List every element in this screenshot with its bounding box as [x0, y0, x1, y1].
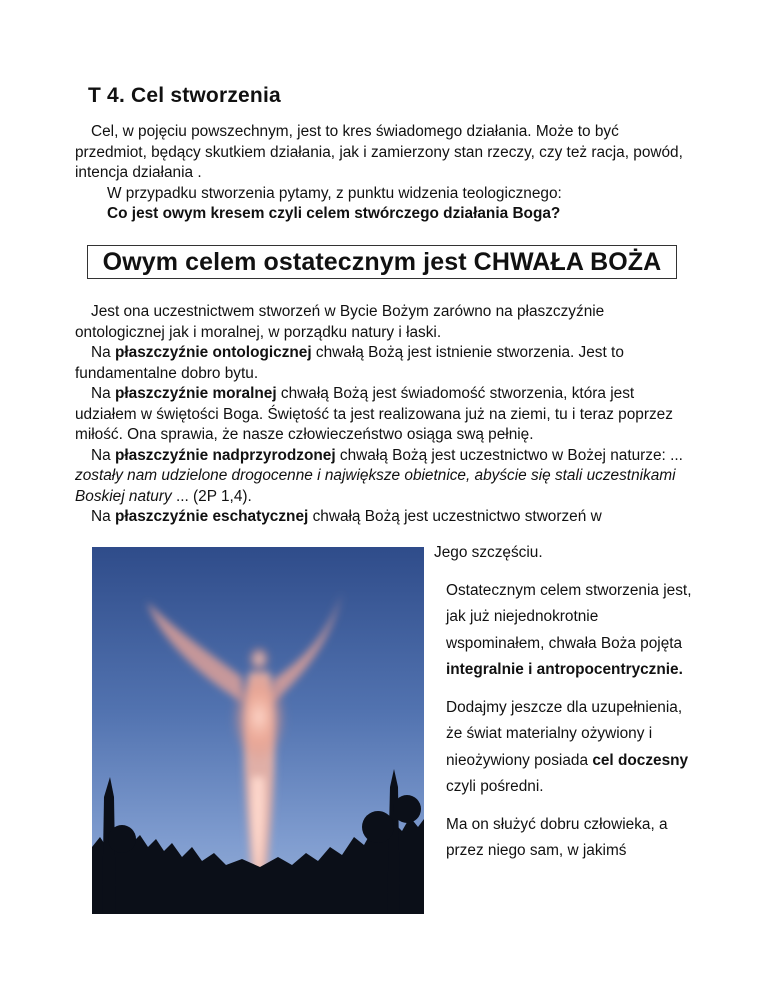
moral-term: płaszczyźnie moralnej [114, 385, 277, 402]
page-title: T 4. Cel stworzenia [88, 84, 281, 107]
side-paragraph-2: Dodajmy jeszcze dla uzupełnienia, że świat materialny ożywiony i nieożywiony posiada cel doczesny czyli pośredni. [446, 698, 689, 795]
sidebar-text [434, 540, 696, 865]
ontological-term: płaszczyźnie ontologicznej [114, 344, 312, 361]
sky-angel-cloud-photo [92, 547, 424, 914]
integral-term: integralnie i antropocentrycznie. [446, 661, 683, 678]
supernatural-term: płaszczyźnie nadprzyrodzonej [114, 446, 336, 464]
scripture-quote: zostały nam udzielone drogocenne i największe obietnice, abyście się stali uczestnikami Boskiej natury [75, 467, 676, 505]
body-section [75, 302, 685, 528]
temporal-goal-term: cel doczesny [592, 751, 689, 769]
side-paragraph-1: Ostatecznym celem stworzenia jest, jak już niejednokrotnie wspominałem, chwała Boża pojęta integralnie i antropocentrycznie. [446, 581, 692, 678]
eschatic-term: płaszczyźnie eschatycznej [114, 508, 309, 525]
body-paragraph-eschatic: Na płaszczyźnie eschatycznej chwałą Bożą jest uczestnictwo stworzeń w [91, 508, 602, 525]
intro-question: Co jest owym kresem czyli celem stwórczego działania Boga? [107, 205, 561, 222]
body-paragraph-ontological: Na płaszczyźnie ontologicznej chwałą Bożą jest istnienie stworzenia. Jest to fundamentalne dobro bytu. [75, 344, 624, 382]
body-paragraph-moral: Na płaszczyźnie moralnej chwałą Bożą jest świadomość stworzenia, która jest udziałem w świętości Boga. Świętość ta jest realizowana już na ziemi, tu i teraz poprzez miłość. Ona sprawia, że nasze człowieczeństwo osiąga swą pełnię. [75, 385, 673, 443]
body-paragraph-1: Jest ona uczestnictwem stworzeń w Bycie Bożym zarówno na płaszczyźnie ontologicznej jak i moralnej, w porządku natury i łaski. [75, 303, 605, 341]
thesis-banner: Owym celem ostatecznym jest CHWAŁA BOŻA [87, 245, 677, 279]
intro-section [75, 122, 685, 225]
intro-paragraph-1: Cel, w pojęciu powszechnym, jest to kres świadomego działania. Może to być przedmiot, będący skutkiem działania, jak i zamierzony stan rzeczy, czy też racja, powód, intencja działania . [75, 123, 683, 181]
body-paragraph-supernatural: Na płaszczyźnie nadprzyrodzonej chwałą Bożą jest uczestnictwo w Bożej naturze: ... zostały nam udzielone drogocenne i największe obietnice, abyście się stali uczestnikami Boskiej natury ... (2P 1,4). [75, 446, 683, 505]
intro-paragraph-2: W przypadku stworzenia pytamy, z punktu widzenia teologicznego: [107, 184, 562, 202]
side-paragraph-3: Ma on służyć dobru człowieka, a przez niego sam, w jakimś [446, 815, 668, 859]
continuation-line: Jego szczęściu. [434, 544, 543, 561]
